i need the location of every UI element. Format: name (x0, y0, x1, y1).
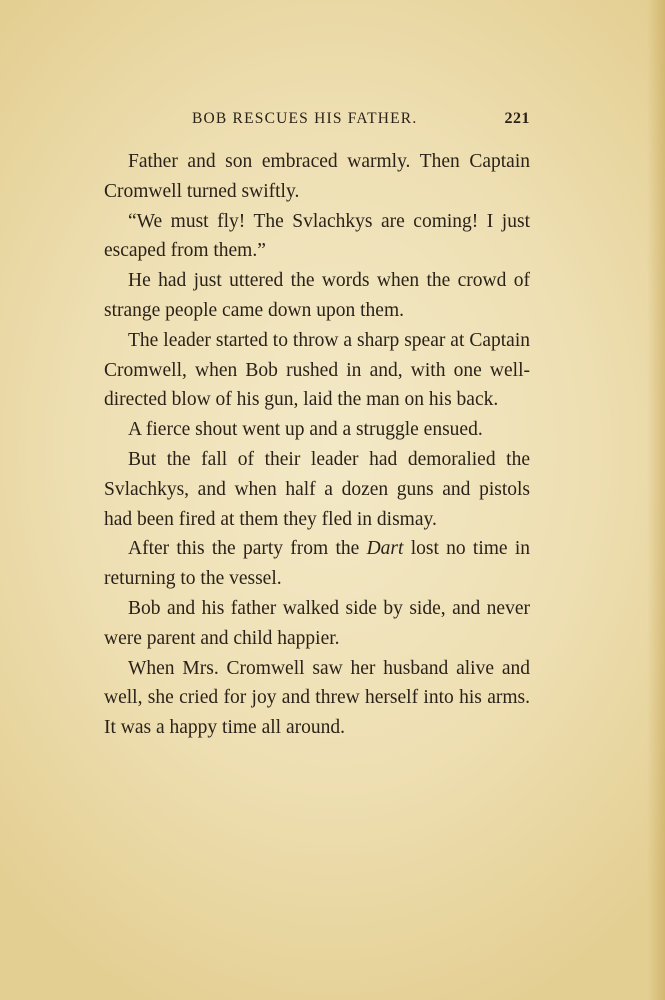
page-header (104, 110, 530, 132)
running-head: BOB RESCUES HIS FATHER. (192, 110, 418, 127)
paragraph-7-text-before: After this the party from the (128, 538, 367, 560)
paragraph-1: Father and son embraced warmly. Then Captain Cromwell turned swiftly. (104, 151, 530, 202)
ship-name-dart: Dart (366, 538, 404, 560)
body-text (104, 147, 530, 743)
paragraph-5: A fierce shout went up and a struggle ensued. (128, 419, 483, 441)
paragraph-8: Bob and his father walked side by side, and never were parent and child happier. (104, 597, 530, 649)
paragraph-9: When Mrs. Cromwell saw her husband alive and well, she cried for joy and threw herself into his arms. It was a happy time all around. (104, 657, 530, 739)
paragraph-7-text-after: lost no time in returning to the vessel. (104, 538, 531, 590)
paragraph-6: But the fall of their leader had demoralied the Svlachkys, and when half a dozen guns and pistols had been fired at them they fled in dismay. (104, 448, 530, 530)
paragraph-2: “We must fly! The Svlachkys are coming! I just escaped from them.” (104, 210, 530, 262)
paragraph-7 (104, 534, 530, 594)
paragraph-4: The leader started to throw a sharp spear at Captain Cromwell, when Bob rushed in and, with one well-directed blow of his gun, laid the man on his back. (104, 329, 530, 411)
paragraph-3: He had just uttered the words when the crowd of strange people came down upon them. (104, 270, 530, 321)
page-number: 221 (504, 110, 530, 127)
